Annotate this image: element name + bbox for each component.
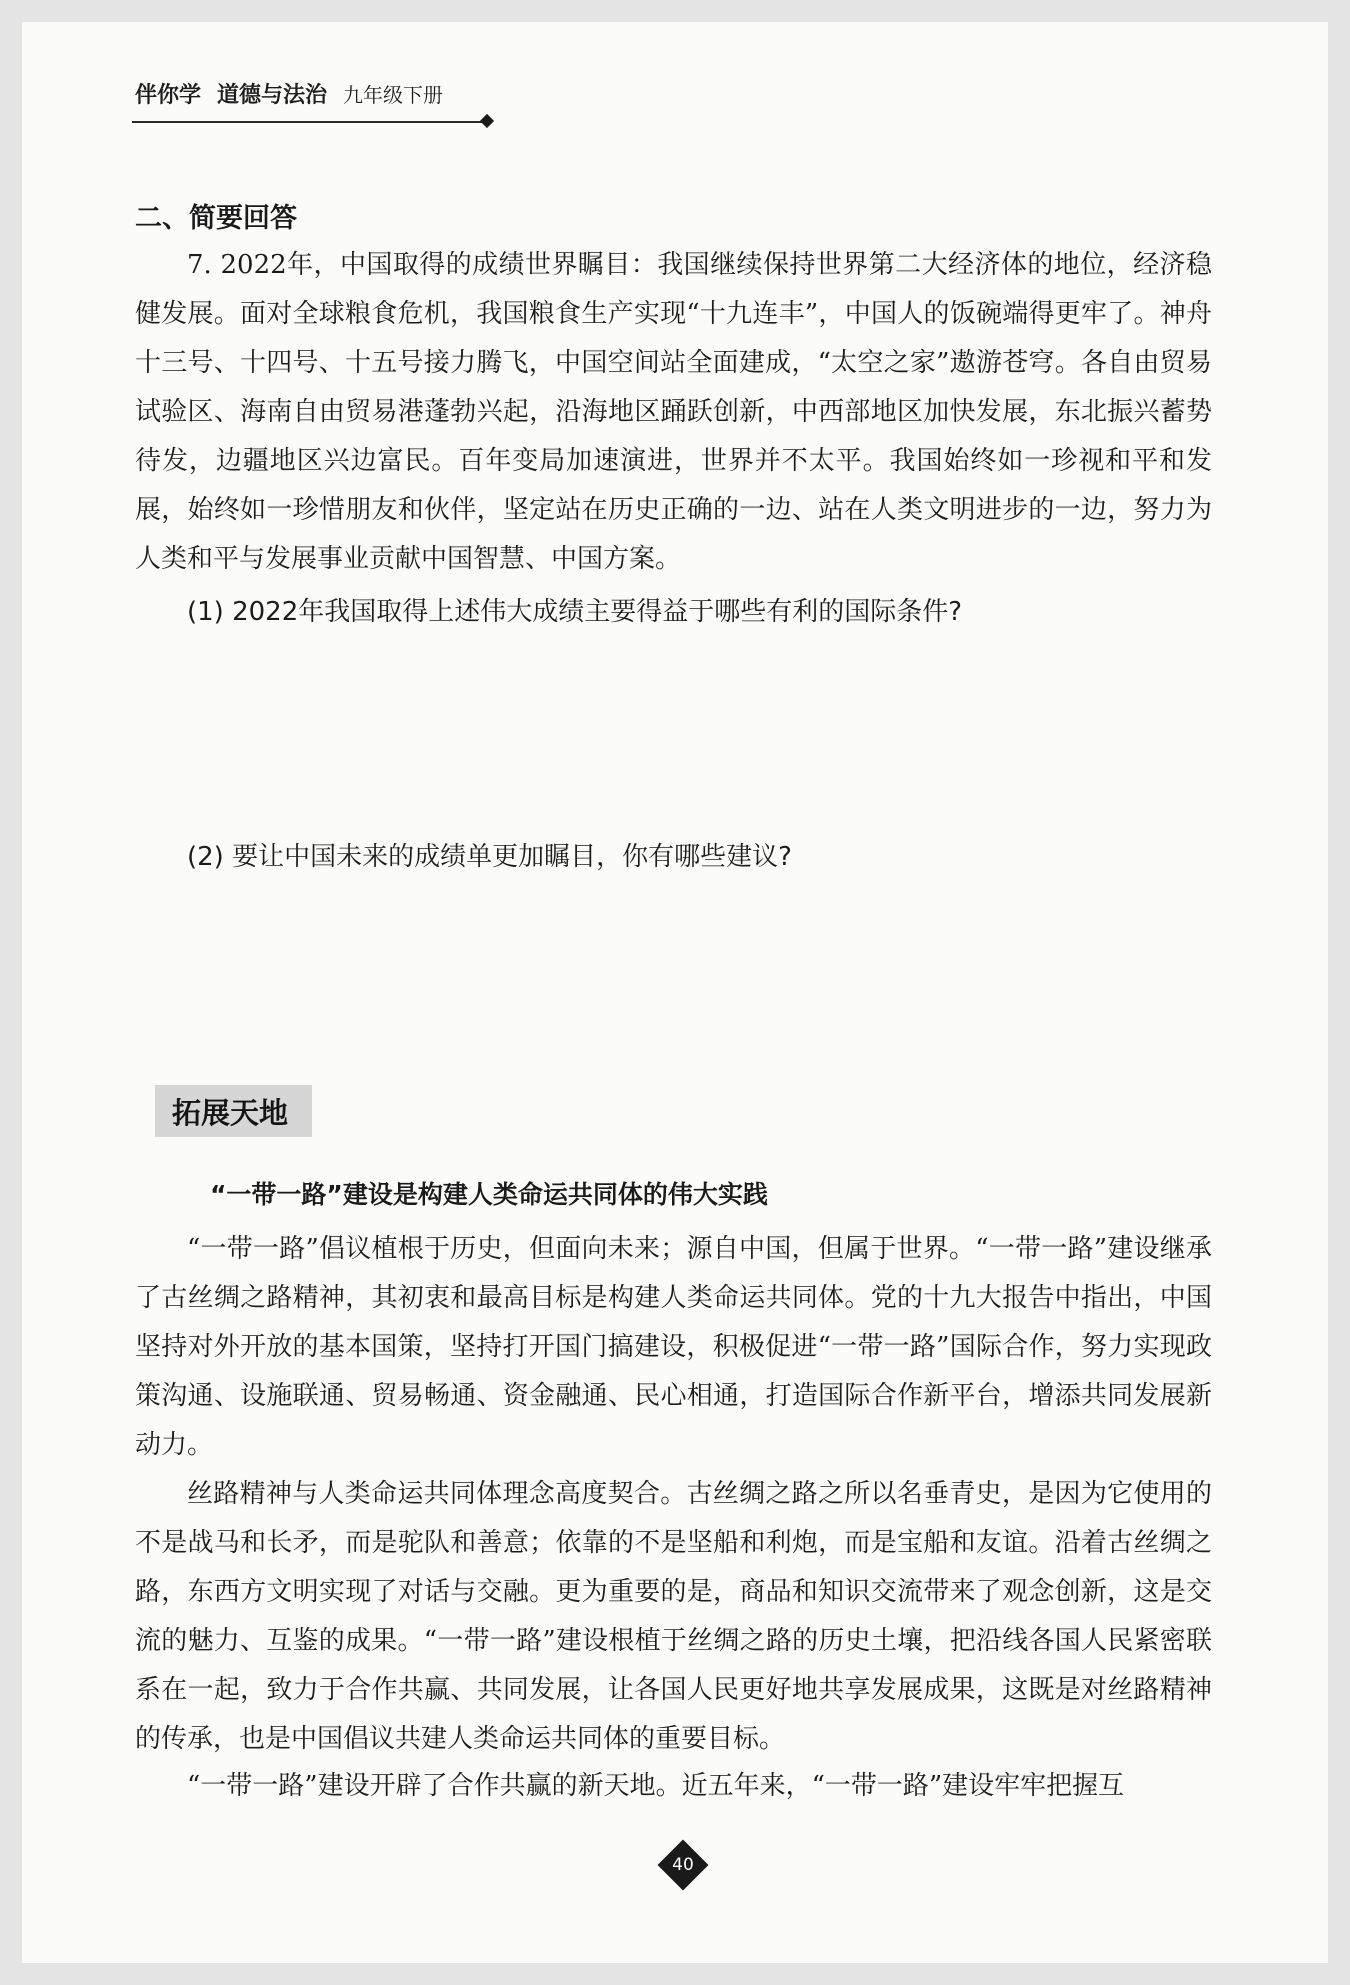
section-title: 二、简要回答: [135, 203, 297, 234]
article-title: “一带一路”建设是构建人类命运共同体的伟大实践: [210, 1180, 768, 1209]
extension-heading: 拓展天地: [172, 1096, 289, 1130]
sub-question-2: (2) 要让中国未来的成绩单更加瞩目，你有哪些建议?: [187, 842, 792, 872]
running-header: [135, 78, 459, 109]
header-grade: 九年级下册: [343, 83, 444, 107]
question-7-text: 7. 2022年，中国取得的成绩世界瞩目：我国继续保持世界第二大经济体的地位，经济稳健发展。面对全球粮食危机，我国粮食生产实现“十九连丰”，中国人的饭碗端得更牢了。神舟十三号、十四号、十五号接力腾飞，中国空间站全面建成，“太空之家”遨游苍穹。各自由贸易试验区、海南自由贸易港蓬勃兴起，沿海地区踊跃创新，中西部地区加快发展，东北振兴蓄势待发，边疆地区兴边富民。百年变局加速演进，世界并不太平。我国始终如一珍视和平和发展，始终如一珍惜朋友和伙伴，坚定站在历史正确的一边、站在人类文明进步的一边，努力为人类和平与发展事业贡献中国智慧、中国方案。: [135, 250, 1212, 574]
article-paragraph: “一带一路”倡议植根于历史，但面向未来；源自中国，但属于世界。“一带一路”建设继承了古丝绸之路精神，其初衷和最高目标是构建人类命运共同体。党的十九大报告中指出，中国坚持对外开放的基本国策，坚持打开国门搞建设，积极促进“一带一路”国际合作，努力实现政策沟通、设施联通、贸易畅通、资金融通、民心相通，打造国际合作新平台，增添共同发展新动力。: [135, 1234, 1212, 1460]
header-rule: [132, 121, 482, 123]
article-paragraph: 丝路精神与人类命运共同体理念高度契合。古丝绸之路之所以名垂青史，是因为它使用的不是战马和长矛，而是驼队和善意；依靠的不是坚船和利炮，而是宝船和友谊。沿着古丝绸之路，东西方文明实现了对话与交融。更为重要的是，商品和知识交流带来了观念创新，这是交流的魅力、互鉴的成果。“一带一路”建设根植于丝绸之路的历史土壤，把沿线各国人民紧密联系在一起，致力于合作共赢、共同发展，让各国人民更好地共享发展成果，这既是对丝路精神的传承，也是中国倡议共建人类命运共同体的重要目标。: [135, 1479, 1212, 1754]
page-number: 40: [672, 1855, 694, 1875]
header-subject: 道德与法治: [217, 83, 328, 108]
header-brand: 伴你学: [135, 83, 202, 108]
sub-question-1: (1) 2022年我国取得上述伟大成绩主要得益于哪些有利的国际条件?: [187, 597, 963, 627]
article-paragraph: “一带一路”建设开辟了合作共赢的新天地。近五年来，“一带一路”建设牢牢把握互: [187, 1771, 1125, 1801]
